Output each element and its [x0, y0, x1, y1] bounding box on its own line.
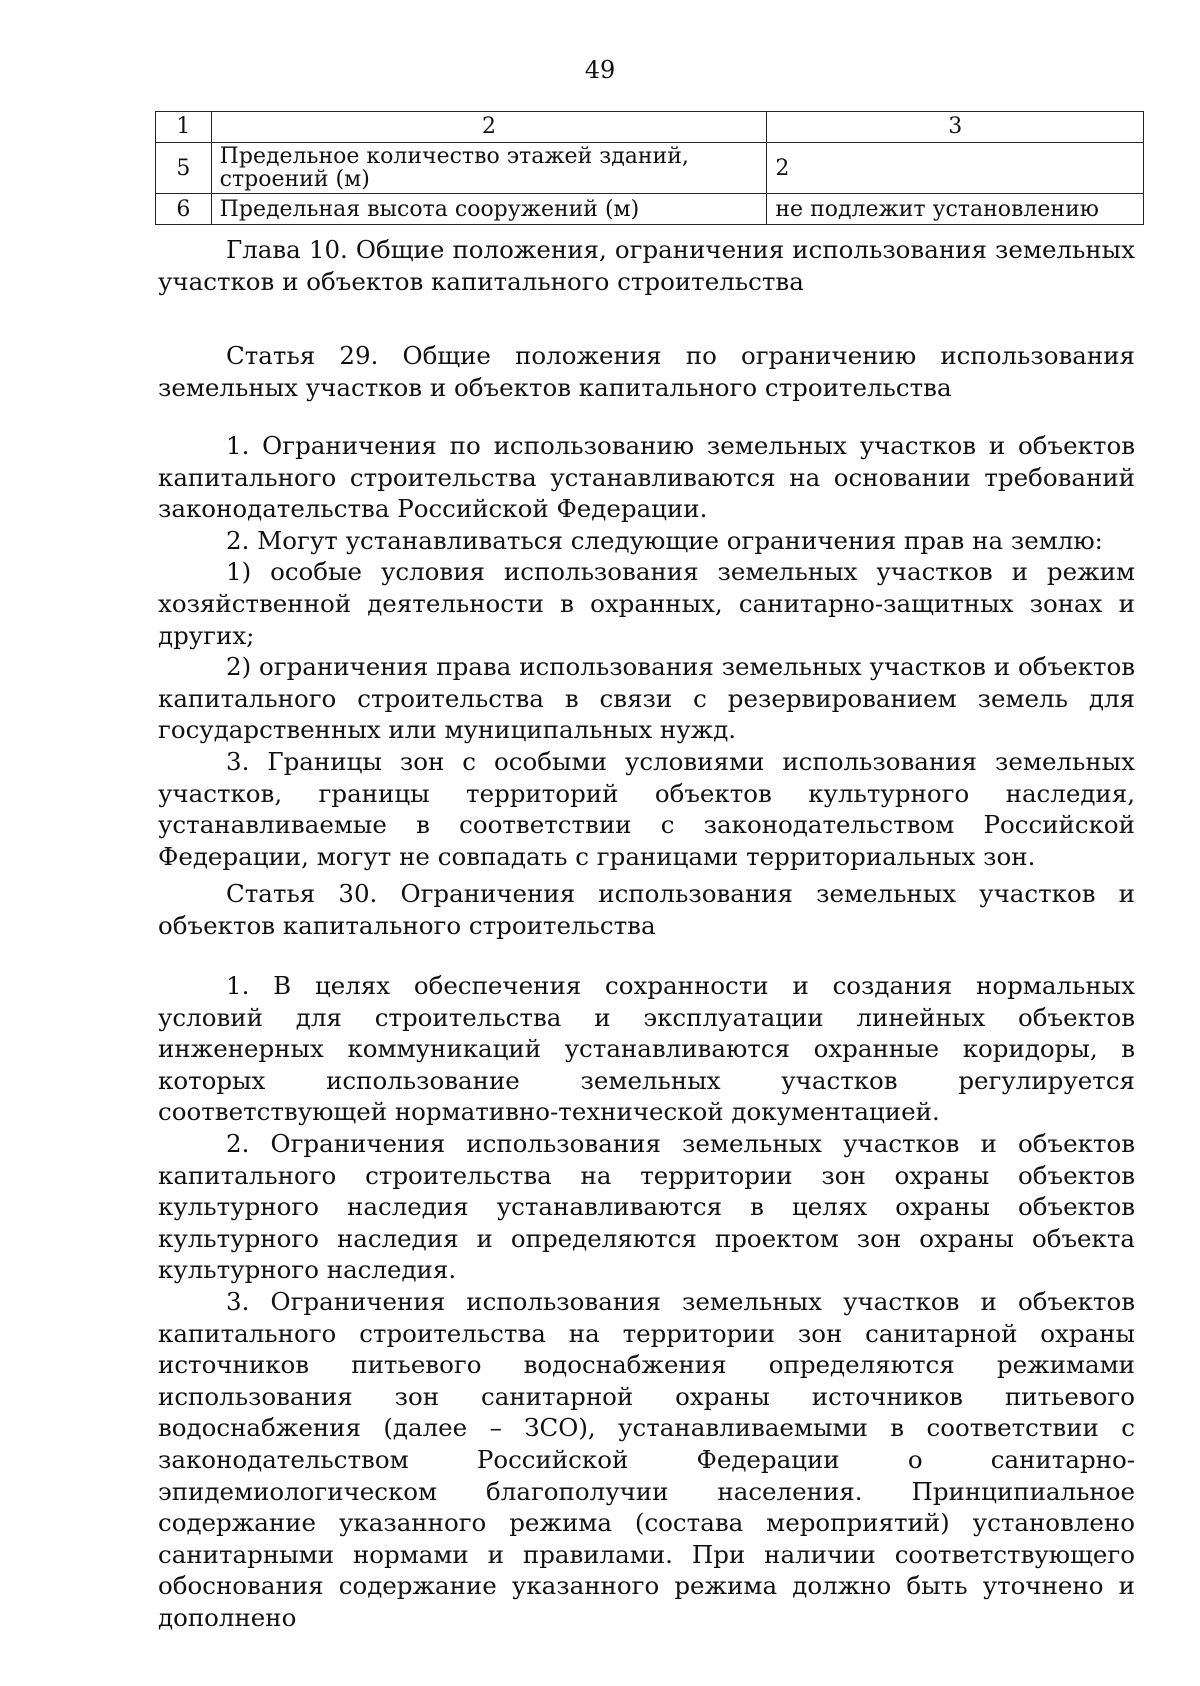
table-cell-value: не подлежит установлению	[767, 194, 1144, 225]
article-29-paragraph-1: 1. Ограничения по использованию земельных участков и объектов капитального строительства устанавливаются на основании требований законодательства Российской Федерации.	[158, 431, 1135, 524]
article-30-paragraph-2: 2. Ограничения использования земельных участков и объектов капитального строительства на территории зон охраны объектов культурного наследия устанавливаются в целях охраны объектов культурного наследия и определяются проектом зон охраны объекта культурного наследия.	[158, 1128, 1135, 1285]
table-cell-parameter: Предельная высота сооружений (м)	[211, 194, 767, 225]
article-30-heading: Статья 30. Ограничения использования земельных участков и объектов капитального строительства	[158, 879, 1135, 940]
table-cell-value: 2	[767, 143, 1144, 194]
article-30-paragraph-1: 1. В целях обеспечения сохранности и создания нормальных условий для строительства и эксплуатации линейных объектов инженерных коммуникаций устанавливаются охранные коридоры, в которых использование земельных участков регулируется соответствующей нормативно-технической документацией.	[158, 971, 1135, 1127]
article-29-item-2: 2) ограничения права использования земельных участков и объектов капитального строительства в связи с резервированием земель для государственных или муниципальных нужд.	[158, 652, 1135, 745]
table-cell-parameter: Предельное количество этажей зданий, строений (м)	[211, 143, 767, 194]
page-number: 49	[584, 56, 616, 84]
table-row	[156, 143, 1144, 194]
table-header-cell: 3	[767, 112, 1144, 143]
table-cell-number: 5	[156, 143, 212, 194]
article-29-heading-block	[158, 340, 1135, 403]
table-cell-number: 6	[156, 194, 212, 225]
article-29-heading: Статья 29. Общие положения по ограничению использования земельных участков и объектов капитального строительства	[158, 341, 1135, 402]
article-29-paragraph-3: 3. Границы зон с особыми условиями использования земельных участков, границы территорий объектов культурного наследия, устанавливаемые в соответствии с законодательством Российской Федерации, могут не совпадать с границами территориальных зон.	[158, 746, 1135, 871]
article-29-body	[158, 430, 1135, 872]
parameters-table	[155, 111, 1144, 225]
article-30-paragraph-3: 3. Ограничения использования земельных участков и объектов капитального строительства на территории зон санитарной охраны источников питьевого водоснабжения определяются режимами использования зон санитарной охраны источников питьевого водоснабжения (далее – ЗСО), устанавливаемыми в соответствии с законодательством Российской Федерации о санитарно-эпидемиологическом благополучии населения. Принципиальное содержание указанного режима (состава мероприятий) установлено санитарными нормами и правилами. При наличии соответствующего обоснования содержание указанного режима должно быть уточнено и дополнено	[158, 1286, 1135, 1632]
table-header-row	[156, 112, 1144, 143]
article-30-heading-block	[158, 878, 1135, 941]
article-29-paragraph-2: 2. Могут устанавливаться следующие ограничения прав на землю:	[226, 525, 1103, 555]
table-row	[156, 194, 1144, 225]
chapter-section	[158, 234, 1135, 297]
article-29-item-1: 1) особые условия использования земельных участков и режим хозяйственной деятельности в охранных, санитарно-защитных зонах и других;	[158, 557, 1135, 650]
table-header-cell: 2	[211, 112, 767, 143]
table-header-cell: 1	[156, 112, 212, 143]
article-30-body	[158, 970, 1135, 1633]
chapter-heading: Глава 10. Общие положения, ограничения использования земельных участков и объектов капитального строительства	[158, 235, 1135, 296]
